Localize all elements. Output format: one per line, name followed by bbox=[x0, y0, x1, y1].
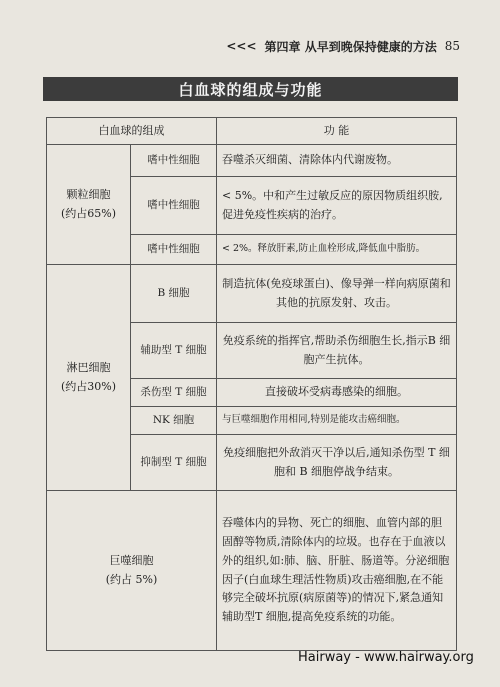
cell-type: 嗜中性细胞 bbox=[131, 235, 217, 265]
cell-function: < 5%。中和产生过敏反应的原因物质组织胺,促进免疫性疾病的治疗。 bbox=[217, 177, 457, 235]
cell-function: 与巨噬细胞作用相同,特别是能攻击癌细胞。 bbox=[217, 407, 457, 435]
chapter-arrows: <<< bbox=[226, 39, 257, 53]
table-row bbox=[47, 145, 457, 177]
category-cell-macrophage bbox=[47, 491, 217, 651]
cell-type: 抑制型 T 细胞 bbox=[131, 435, 217, 491]
white-blood-cell-table bbox=[46, 117, 457, 651]
category-name: 淋巴细胞 bbox=[66, 360, 111, 374]
cell-function: 免疫细胞把外敌消灭干净以后,通知杀伤型 T 细胞和 B 细胞停战争结束。 bbox=[217, 435, 457, 491]
cell-function: 免疫系统的指挥官,帮助杀伤细胞生长,指示B 细胞产生抗体。 bbox=[217, 323, 457, 379]
cell-type: 嗜中性细胞 bbox=[131, 145, 217, 177]
cell-function: 吞噬体内的异物、死亡的细胞、血管内部的胆固醇等物质,清除体内的垃圾。也存在于血液以外的组织,如:肺、脑、肝脏、肠道等。分泌细胞因子(白血球生理活性物质)攻击癌细胞,在不能够完全破坏抗原(病原菌等)的情况下,紧急通知辅助型T 细胞,提高免疫系统的功能。 bbox=[217, 491, 457, 651]
cell-function: 吞噬杀灭细菌、清除体内代谢废物。 bbox=[217, 145, 457, 177]
page-number: 85 bbox=[444, 39, 460, 53]
category-cell-granulocyte bbox=[47, 145, 131, 265]
category-share: (约占65%) bbox=[60, 206, 117, 220]
table-header-row bbox=[47, 118, 457, 145]
watermark: Hairway - www.hairway.org bbox=[298, 650, 474, 665]
cell-function: < 2%。释放肝素,防止血栓形成,降低血中脂肪。 bbox=[217, 235, 457, 265]
cell-type: NK 细胞 bbox=[131, 407, 217, 435]
section-title: 白血球的组成与功能 bbox=[178, 80, 323, 99]
chapter-title: 第四章 从早到晚保持健康的方法 bbox=[264, 39, 437, 54]
cell-type: B 细胞 bbox=[131, 265, 217, 323]
table-row bbox=[47, 265, 457, 323]
cell-function: 制造抗体(免疫球蛋白)、像导弹一样向病原菌和其他的抗原发射、攻击。 bbox=[217, 265, 457, 323]
category-name: 颗粒细胞 bbox=[66, 187, 111, 201]
table-row bbox=[47, 491, 457, 651]
cell-type: 辅助型 T 细胞 bbox=[131, 323, 217, 379]
section-banner bbox=[43, 77, 458, 101]
cell-function: 直接破坏受病毒感染的细胞。 bbox=[217, 379, 457, 407]
category-share: (约占30%) bbox=[60, 379, 117, 393]
category-cell-lymphocyte bbox=[47, 265, 131, 491]
cell-type: 杀伤型 T 细胞 bbox=[131, 379, 217, 407]
category-name: 巨噬细胞 bbox=[109, 553, 154, 567]
category-share: (约占 5%) bbox=[105, 572, 158, 586]
column-header-function: 功 能 bbox=[217, 118, 457, 145]
cell-type: 嗜中性细胞 bbox=[131, 177, 217, 235]
column-header-composition: 白血球的组成 bbox=[47, 118, 217, 145]
running-header bbox=[150, 36, 460, 56]
